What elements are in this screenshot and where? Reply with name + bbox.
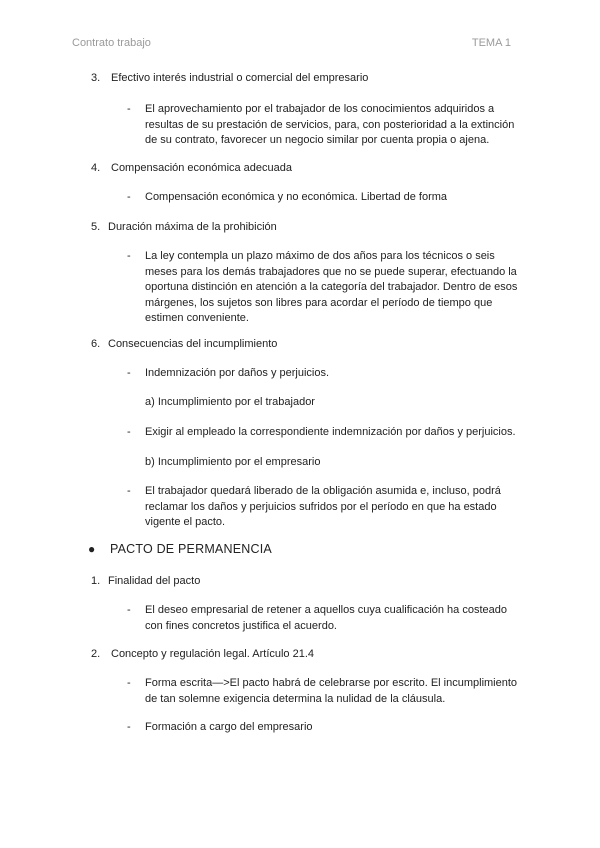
bullet-dash: -: [127, 426, 131, 438]
subheading: a) Incumplimiento por el trabajador: [145, 396, 315, 408]
item-number: 5.: [91, 221, 101, 233]
bullet-text: Formación a cargo del empresario: [145, 721, 313, 733]
item-title: Duración máxima de la prohibición: [108, 221, 277, 233]
bullet-text: Indemnización por daños y perjuicios.: [145, 367, 330, 379]
item-number: 6.: [91, 338, 101, 350]
bullet-text: El trabajador quedará liberado de la obligación asumida e, incluso, podrá reclamar los daños y perjuicios sufridos por el período en que ha estado vigente el pacto.: [145, 485, 501, 528]
header-right: TEMA 1: [471, 37, 511, 49]
item-title: Efectivo interés industrial o comercial del empresario: [111, 72, 369, 84]
bullet-text: Forma escrita—>El pacto habrá de celebrarse por escrito. El incumplimiento de tan solemne exigencia determina la nulidad de la cláusula.: [145, 677, 518, 705]
item-number: 3.: [91, 72, 101, 84]
bullet-dash: -: [127, 367, 131, 379]
subheading: b) Incumplimiento por el empresario: [145, 456, 321, 468]
item-title: Finalidad del pacto: [108, 575, 201, 587]
bullet-dash: -: [127, 485, 131, 497]
item-number: 2.: [91, 648, 101, 660]
bullet-dash: -: [127, 677, 131, 689]
item-title: Consecuencias del incumplimiento: [108, 338, 278, 350]
bullet-text: El deseo empresarial de retener a aquellos cuya cualificación ha costeado con fines concretos justifica el acuerdo.: [145, 604, 507, 632]
section-bullet: ●: [88, 542, 96, 556]
section-title: PACTO DE PERMANENCIA: [110, 542, 272, 556]
bullet-dash: -: [127, 250, 131, 262]
bullet-dash: -: [127, 103, 131, 115]
header-left: Contrato trabajo: [72, 37, 151, 49]
item-title: Concepto y regulación legal. Artículo 21.4: [111, 648, 315, 660]
bullet-dash: -: [127, 191, 131, 203]
bullet-dash: -: [127, 721, 131, 733]
item-number: 4.: [91, 162, 101, 174]
item-title: Compensación económica adecuada: [111, 162, 293, 174]
item-number: 1.: [91, 575, 101, 587]
bullet-text: Exigir al empleado la correspondiente indemnización por daños y perjuicios.: [145, 426, 516, 438]
bullet-text: El aprovechamiento por el trabajador de los conocimientos adquiridos a resultas de su prestación de servicios, para, con posterioridad a la extinción de su contrato, favorecer un negocio similar por cuenta propia o ajena.: [145, 103, 515, 146]
bullet-dash: -: [127, 604, 131, 616]
bullet-text: Compensación económica y no económica. Libertad de forma: [145, 191, 448, 203]
bullet-text: La ley contempla un plazo máximo de dos años para los técnicos o seis meses para los demás trabajadores que no se puede superar, efectuando la oportuna distinción en atención a la categoría del trabajador. Dentro de esos márgenes, los sujetos son libres para acordar el período de tiempo que estimen conveniente.: [145, 250, 518, 324]
